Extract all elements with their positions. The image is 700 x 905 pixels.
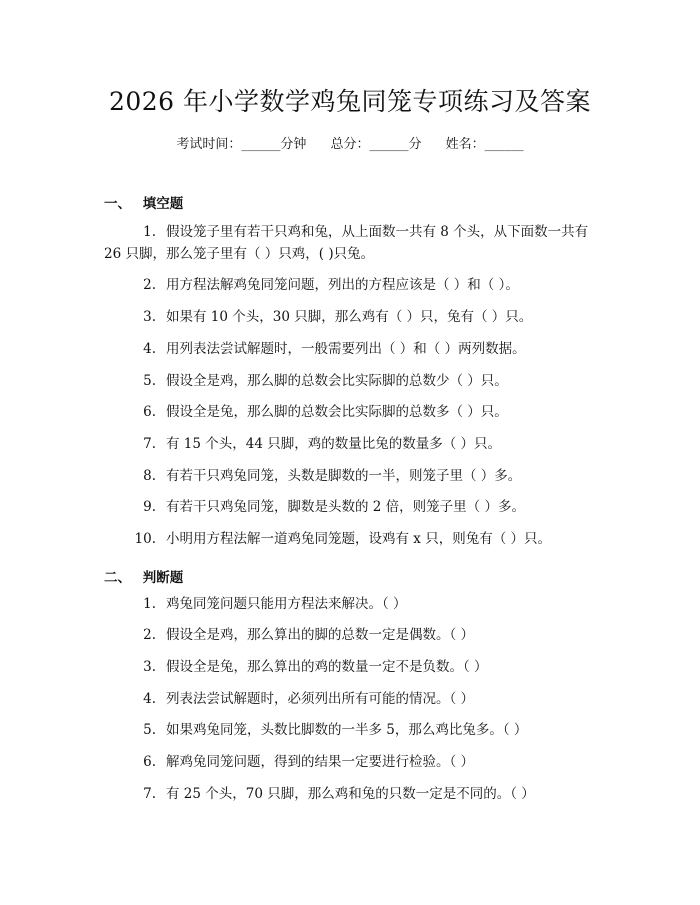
exam-score: 总分：______分	[330, 137, 422, 152]
question-text: 有若干只鸡兔同笼，脚数是头数的 2 倍，则笼子里（ ）多。	[166, 499, 525, 515]
question-number: 1.	[143, 224, 156, 240]
exam-info	[0, 133, 700, 152]
question-number: 9.	[143, 499, 156, 515]
question-item	[104, 466, 594, 486]
question-text: 假设笼子里有若干只鸡和兔，从上面数一共有 8 个头，从下面数一共有	[166, 224, 589, 240]
section-title: 填空题	[142, 196, 184, 212]
question-text: 小明用方程法解一道鸡兔同笼题，设鸡有 x 只，则兔有（ ）只。	[166, 531, 551, 547]
question-item	[104, 402, 594, 422]
section-number: 一、	[104, 196, 131, 212]
question-number: 2.	[143, 627, 156, 643]
question-text: 用方程法解鸡兔同笼问题，列出的方程应该是（ ）和（ ）。	[166, 277, 519, 293]
question-item	[104, 307, 594, 327]
question-number: 2.	[143, 277, 156, 293]
question-text: 鸡兔同笼问题只能用方程法来解决。（ ）	[166, 596, 407, 612]
question-item	[104, 657, 594, 677]
question-item	[104, 594, 594, 614]
question-text: 假设全是兔，那么脚的总数会比实际脚的总数多（ ）只。	[166, 404, 508, 420]
section-heading	[104, 566, 183, 586]
section-number: 二、	[104, 570, 131, 586]
question-text: 假设全是鸡，那么算出的脚的总数一定是偶数。（ ）	[166, 627, 475, 643]
question-item	[104, 222, 594, 242]
student-name: 姓名：______	[445, 137, 524, 152]
question-text: 列表法尝试解题时，必须列出所有可能的情况。（ ）	[166, 691, 475, 707]
question-item	[104, 625, 594, 645]
section-heading	[104, 192, 183, 212]
question-number: 5.	[143, 722, 156, 738]
question-item	[104, 689, 594, 709]
question-item	[104, 784, 594, 804]
question-text: 26 只脚，那么笼子里有（ ）只鸡，( )只兔。	[104, 246, 375, 262]
page-title: 2026 年小学数学鸡兔同笼专项练习及答案	[108, 87, 592, 116]
question-text: 有 15 个头，44 只脚，鸡的数量比兔的数量多（ ）只。	[166, 436, 502, 452]
question-text: 有 25 个头，70 只脚，那么鸡和兔的只数一定是不同的。（ ）	[166, 786, 535, 802]
question-text: 如果鸡兔同笼，头数比脚数的一半多 5，那么鸡比兔多。（ ）	[166, 722, 528, 738]
question-item	[104, 371, 594, 391]
question-text: 解鸡兔同笼问题，得到的结果一定要进行检验。（ ）	[166, 754, 475, 770]
question-item	[104, 529, 594, 549]
question-number: 7.	[143, 436, 156, 452]
question-number: 7.	[143, 786, 156, 802]
question-text-continued	[104, 244, 594, 264]
question-number: 3.	[143, 659, 156, 675]
question-number: 6.	[143, 404, 156, 420]
section-title: 判断题	[142, 570, 184, 586]
question-number: 6.	[143, 754, 156, 770]
question-text: 有若干只鸡兔同笼，头数是脚数的一半，则笼子里（ ）多。	[166, 468, 522, 484]
question-number: 1.	[143, 596, 156, 612]
question-text: 假设全是鸡，那么脚的总数会比实际脚的总数少（ ）只。	[166, 373, 508, 389]
question-item	[104, 339, 594, 359]
question-item	[104, 434, 594, 454]
exam-time: 考试时间：______分钟	[176, 137, 307, 152]
question-number: 3.	[143, 309, 156, 325]
question-text: 如果有 10 个头，30 只脚，那么鸡有（ ）只，兔有（ ）只。	[166, 309, 533, 325]
question-item	[104, 720, 594, 740]
question-number: 10.	[134, 531, 156, 547]
question-text: 用列表法尝试解题时，一般需要列出（ ）和（ ）两列数据。	[166, 341, 526, 357]
question-number: 4.	[143, 341, 156, 357]
question-number: 8.	[143, 468, 156, 484]
question-text: 假设全是兔，那么算出的鸡的数量一定不是负数。（ ）	[166, 659, 488, 675]
question-item	[104, 497, 594, 517]
question-item	[104, 752, 594, 772]
question-number: 5.	[143, 373, 156, 389]
question-item	[104, 275, 594, 295]
question-number: 4.	[143, 691, 156, 707]
